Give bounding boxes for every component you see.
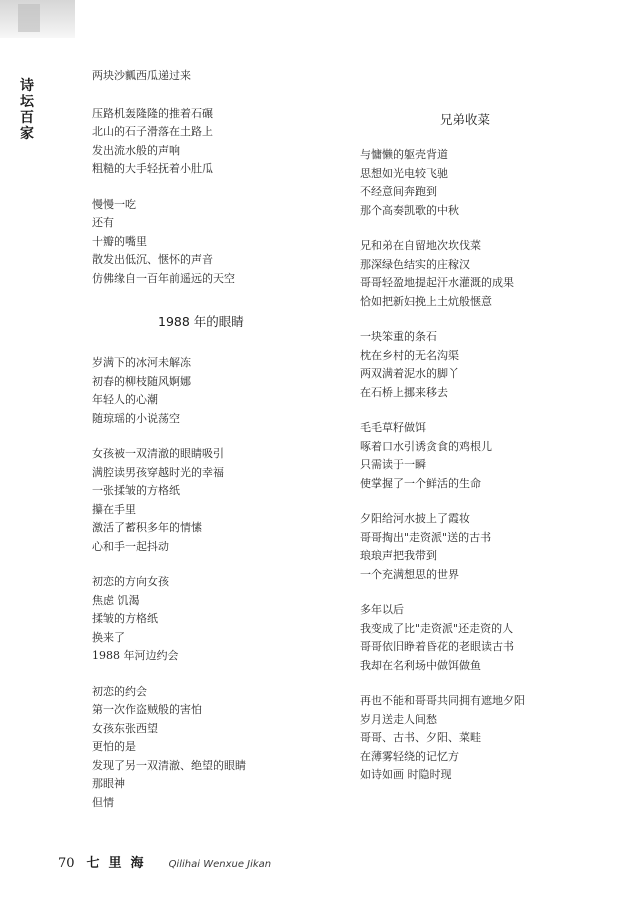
poem-title-brothers: 兄弟收菜	[440, 112, 491, 127]
poem-line: 琅琅声把我带到	[360, 549, 437, 562]
poem-line: 1988 年河边约会	[92, 649, 179, 662]
poem-line: 十瓣的嘴里	[92, 234, 147, 248]
poem-line: 发现了另一双清澈、绝望的眼睛	[92, 758, 246, 772]
poem-line: 初恋的约会	[92, 684, 147, 698]
poem-line: 初春的柳枝随风婀娜	[92, 374, 191, 388]
poem-line: 发出流水般的声响	[92, 143, 180, 157]
poem-line: 再也不能和哥哥共同拥有遮地夕阳	[360, 694, 525, 707]
poem-line: 哥哥轻盈地提起汗水灌溉的成果	[360, 276, 514, 289]
poem-line: 那眼神	[92, 777, 125, 790]
poem-line: 使掌握了一个鲜活的生命	[360, 476, 481, 490]
poem-line: 哥哥、古书、夕阳、菜畦	[360, 731, 481, 744]
poem-line: 随琼瑶的小说荡空	[92, 411, 180, 425]
poem-line: 我却在名利场中做饵做鱼	[360, 658, 481, 672]
corner-photo	[0, 0, 75, 38]
poem-line: 如诗如画 时隐时现	[360, 768, 452, 781]
poem-line: 啄着口水引诱贪食的鸡根儿	[360, 439, 492, 453]
poem-line: 两双满着泥水的脚丫	[360, 367, 459, 380]
page-footer	[58, 852, 271, 872]
poem-line: 攥在手里	[92, 502, 136, 516]
section-label: 诗坛百家	[20, 78, 34, 142]
poem-line: 岁月送走人间愁	[360, 712, 437, 726]
poem-line: 与慵懒的躯壳背道	[360, 148, 448, 161]
poem-line: 散发出低沉、惬怀的声音	[92, 253, 213, 266]
poem-line: 毛毛草籽做饵	[360, 421, 426, 434]
poem-line: 粗糙的大手轻抚着小肚瓜	[92, 162, 213, 175]
poem-line: 夕阳给河水披上了霞妆	[360, 512, 470, 525]
poem-line: 女孩东张西望	[92, 721, 158, 735]
poem-line: 一张揉皱的方格纸	[92, 484, 180, 497]
poem-line: 在石桥上挪来移去	[360, 385, 448, 399]
poem-line: 年轻人的心潮	[92, 393, 158, 406]
journal-name-en: Qilihai Wenxue Jikan	[168, 859, 272, 870]
poem-line: 岁满下的冰河未解冻	[92, 356, 191, 369]
poem-line: 第一次作盗贼般的害怕	[92, 703, 202, 716]
poem-line: 满腔读男孩穿越时光的幸福	[92, 465, 224, 479]
poem-line: 枕在乡村的无名沟渠	[360, 348, 459, 362]
poem-line: 焦虑 饥渴	[92, 593, 140, 607]
poem-line: 那个高奏凯歌的中秋	[360, 203, 459, 217]
poem-line: 哥哥依旧睁着昏花的老眼读古书	[360, 640, 514, 653]
poem-line: 恰如把新妇挽上土炕般惬意	[360, 294, 492, 308]
poem-line: 一个充满想思的世界	[360, 567, 459, 581]
poem-line: 两块沙瓤西瓜递过来	[92, 69, 191, 82]
poem-line: 但情	[92, 795, 114, 809]
poem-line: 更怕的是	[92, 740, 136, 753]
poem-line: 慢慢一吃	[92, 197, 136, 211]
poem-line: 在薄雾轻绕的记忆方	[360, 749, 459, 763]
poem-line: 北山的石子滑落在土路上	[92, 125, 213, 138]
poem-line: 揉皱的方格纸	[92, 612, 158, 625]
poem-line: 兄和弟在自留地次坎伐菜	[360, 239, 481, 252]
poem-line: 初恋的方向女孩	[92, 575, 169, 588]
poem-line: 只需读于一瞬	[360, 458, 426, 471]
poem-line: 心和手一起抖动	[92, 539, 169, 553]
poem-line: 那深绿色结实的庄稼汉	[360, 257, 470, 271]
poem-line: 仿佛缘自一百年前遥远的天空	[92, 271, 235, 285]
poem-line: 思想如光电较飞驰	[360, 166, 448, 180]
poem-line: 不经意间奔跑到	[360, 185, 437, 198]
poem-line: 我变成了比"走资派"还走资的人	[360, 621, 514, 635]
page-number: 70	[58, 856, 75, 871]
poem-title-1988: 1988 年的眼睛	[158, 314, 244, 329]
poem-line: 还有	[92, 216, 114, 229]
poem-line: 换来了	[92, 630, 125, 644]
poem-line: 一块笨重的条石	[360, 330, 437, 343]
poem-line: 女孩被一双清澈的眼睛吸引	[92, 447, 224, 460]
poem-line: 哥哥掏出"走资派"送的古书	[360, 530, 492, 544]
poem-line: 激活了蓄积多年的情愫	[92, 521, 202, 534]
poem-line: 多年以后	[360, 603, 404, 616]
journal-name-cn: 七里海	[86, 856, 153, 871]
poem-line: 压路机轰隆隆的推着石碾	[92, 106, 213, 120]
